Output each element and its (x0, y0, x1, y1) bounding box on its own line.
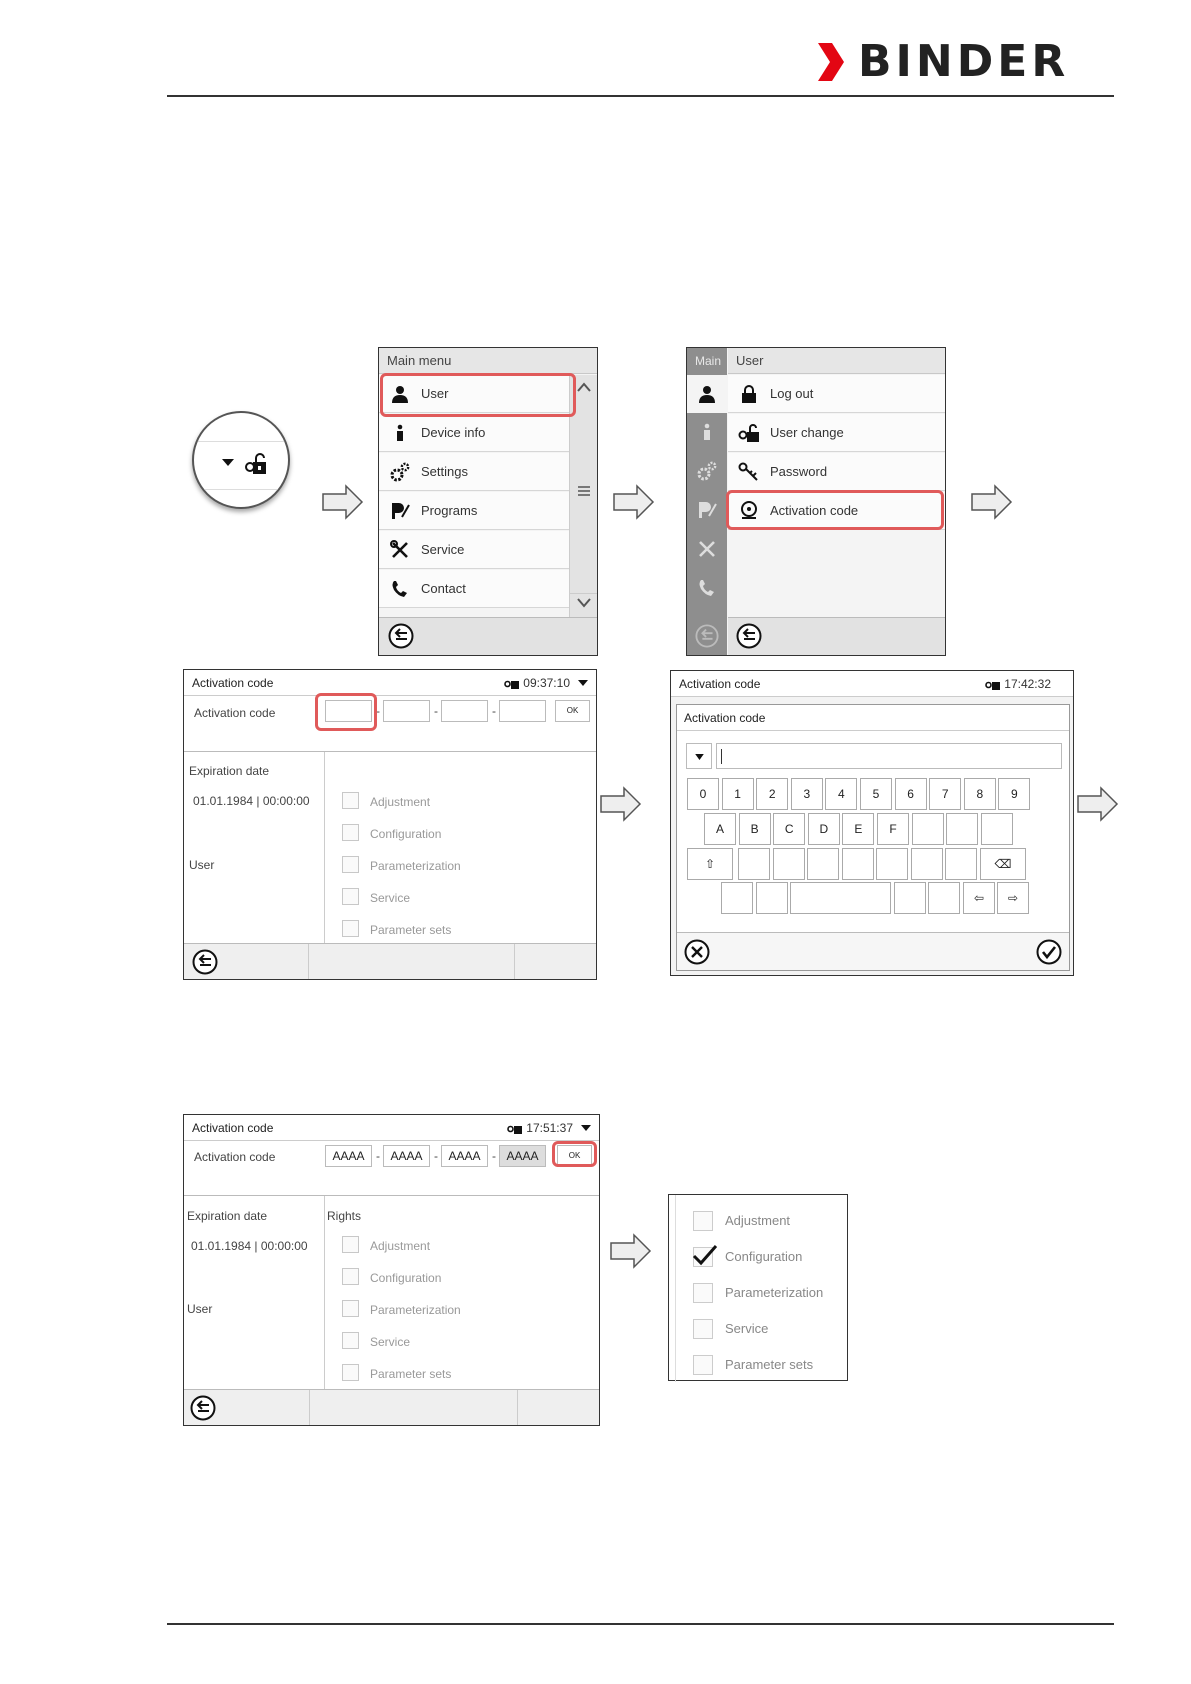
screen-title: Activation code (184, 1115, 599, 1141)
code-field-2[interactable] (383, 700, 430, 722)
code-separator: - (492, 704, 496, 718)
cursor-right-key[interactable]: ⇨ (997, 882, 1029, 914)
back-icon[interactable] (388, 623, 414, 649)
code-field-2[interactable]: AAAA (383, 1145, 430, 1167)
key-5[interactable]: 5 (860, 778, 892, 810)
code-input[interactable] (716, 743, 1062, 769)
key-3[interactable]: 3 (791, 778, 823, 810)
right-label: Service (370, 891, 411, 905)
menu-item-label: Log out (770, 386, 814, 401)
blank-key[interactable] (981, 813, 1013, 845)
right-label: Configuration (370, 827, 442, 841)
blank-key[interactable] (894, 882, 926, 914)
screen-title: Activation code (184, 670, 596, 696)
binder-logo (818, 36, 1070, 87)
right-checkbox (342, 920, 359, 937)
arrow-right-icon (1077, 786, 1119, 822)
programs-icon[interactable] (697, 500, 717, 520)
gear-icon[interactable] (697, 461, 717, 481)
highlight-ok-button (552, 1141, 597, 1167)
code-field-4[interactable]: AAAA (499, 1145, 546, 1167)
user-label: User (187, 1302, 213, 1316)
checkmark-icon (692, 1244, 718, 1266)
code-field-4[interactable] (499, 700, 546, 722)
blank-key[interactable] (807, 848, 839, 880)
keyboard-dialog (676, 704, 1070, 971)
menu-item-device-info[interactable] (379, 414, 569, 452)
menu-item-service[interactable] (379, 531, 569, 569)
blank-key[interactable] (756, 882, 788, 914)
expiration-label: Expiration date (187, 1209, 268, 1223)
key-0[interactable]: 0 (687, 778, 719, 810)
right-checkbox (342, 1268, 359, 1285)
blank-key[interactable] (928, 882, 960, 914)
scroll-handle-icon[interactable] (577, 485, 591, 497)
right-checkbox (342, 1332, 359, 1349)
info-icon[interactable] (698, 422, 716, 442)
password-icon (738, 461, 760, 483)
code-separator: - (376, 704, 380, 718)
binder-logo-text: BINDER (858, 36, 1070, 87)
screen-footer (184, 943, 596, 979)
right-checkbox (342, 824, 359, 841)
key-a[interactable]: A (704, 813, 736, 845)
key-f[interactable]: F (877, 813, 909, 845)
back-icon (695, 624, 719, 648)
rights-label: Rights (327, 1209, 362, 1223)
back-icon[interactable] (190, 1395, 216, 1421)
menu-item-label: Programs (421, 503, 478, 518)
code-label: Activation code (194, 706, 276, 720)
rights-result-panel (668, 1194, 848, 1381)
menu-item-programs[interactable] (379, 492, 569, 530)
user-lock-magnifier[interactable] (192, 411, 290, 509)
clock-time: 09:37:10 (523, 676, 570, 690)
menu-item-label: Device info (421, 425, 486, 440)
blank-key[interactable] (773, 848, 805, 880)
code-field-3[interactable] (441, 700, 488, 722)
key-c[interactable]: C (773, 813, 805, 845)
menu-item-contact[interactable] (379, 570, 569, 608)
menu-item-settings[interactable] (379, 453, 569, 491)
key-e[interactable]: E (842, 813, 874, 845)
code-label: Activation code (194, 1150, 276, 1164)
confirm-icon[interactable] (1036, 939, 1062, 965)
blank-key[interactable] (946, 813, 978, 845)
menu-item-label: User change (770, 425, 844, 440)
lock-icon (738, 383, 760, 405)
code-field-3[interactable]: AAAA (441, 1145, 488, 1167)
arrow-right-icon (613, 484, 655, 520)
code-separator: - (434, 704, 438, 718)
right-checkbox[interactable] (693, 1211, 713, 1231)
key-b[interactable]: B (739, 813, 771, 845)
text-cursor (721, 749, 722, 764)
highlight-code-field (315, 693, 377, 731)
cancel-icon[interactable] (684, 939, 710, 965)
menu-item-label: Settings (421, 464, 468, 479)
menu-item-label: Password (770, 464, 828, 479)
sidebar-user[interactable] (687, 375, 727, 413)
screen-title: Activation code (671, 671, 1073, 697)
menu-item-label: Service (421, 542, 465, 557)
right-label: Adjustment (370, 795, 431, 809)
right-label: Parameterization (370, 859, 461, 873)
user-menu-title: User (728, 348, 945, 374)
right-label: Adjustment (725, 1213, 791, 1228)
backspace-key[interactable]: ⌫ (980, 848, 1026, 880)
menu-footer (379, 617, 597, 655)
lock-dropdown-icon (220, 453, 270, 477)
screen-clock (504, 670, 588, 696)
arrow-right-icon (600, 786, 642, 822)
right-checkbox[interactable] (693, 1247, 713, 1267)
menu-item-password[interactable] (728, 453, 946, 491)
shift-key[interactable]: ⇧ (687, 848, 733, 880)
arrow-right-icon (610, 1233, 652, 1269)
info-icon (389, 422, 411, 444)
back-icon[interactable] (192, 949, 218, 975)
blank-key[interactable] (876, 848, 908, 880)
right-checkbox (342, 856, 359, 873)
main-menu-title: Main menu (379, 348, 597, 374)
cursor-left-key[interactable]: ⇦ (963, 882, 995, 914)
key-6[interactable]: 6 (895, 778, 927, 810)
key-7[interactable]: 7 (929, 778, 961, 810)
tools-icon (389, 539, 411, 561)
right-checkbox (342, 792, 359, 809)
key-2[interactable]: 2 (756, 778, 788, 810)
dropdown-caret-icon[interactable] (578, 679, 588, 687)
highlight-user (380, 373, 576, 417)
blank-key[interactable] (945, 848, 977, 880)
menu-item-label: Contact (421, 581, 466, 596)
key-9[interactable]: 9 (998, 778, 1030, 810)
right-label: Service (725, 1321, 769, 1336)
right-label: Parameter sets (370, 1367, 452, 1381)
keyboard-screen (670, 670, 1074, 976)
right-label: Adjustment (370, 1239, 431, 1253)
blank-key[interactable] (842, 848, 874, 880)
right-label: Configuration (725, 1249, 803, 1264)
right-label: Configuration (370, 1271, 442, 1285)
header-rule (167, 95, 1114, 97)
activation-code-screen-1 (183, 669, 597, 980)
arrow-right-icon (322, 484, 364, 520)
menu-footer (728, 617, 945, 655)
main-sidebar (687, 348, 727, 656)
right-label: Parameterization (370, 1303, 461, 1317)
code-field-1[interactable]: AAAA (325, 1145, 372, 1167)
space-key[interactable] (790, 882, 891, 914)
phone-icon (389, 578, 411, 600)
chevron-down-icon[interactable] (576, 597, 592, 609)
right-checkbox[interactable] (693, 1355, 713, 1375)
ok-button[interactable]: OK (555, 700, 590, 722)
screen-clock (507, 1115, 591, 1141)
right-label: Service (370, 1335, 411, 1349)
dropdown-caret-icon (695, 754, 704, 760)
code-separator: - (434, 1149, 438, 1163)
dropdown-caret-icon[interactable] (581, 1124, 591, 1132)
blank-key[interactable] (912, 813, 944, 845)
binder-logo-icon (818, 43, 844, 81)
key-1[interactable]: 1 (722, 778, 754, 810)
user-icon (698, 385, 716, 403)
back-icon[interactable] (736, 623, 762, 649)
chevron-up-icon[interactable] (576, 381, 592, 393)
key-4[interactable]: 4 (825, 778, 857, 810)
activation-code-screen-2 (183, 1114, 600, 1426)
dialog-title: Activation code (677, 705, 1069, 731)
right-label: Parameter sets (370, 923, 452, 937)
blank-key[interactable] (911, 848, 943, 880)
right-checkbox[interactable] (693, 1283, 713, 1303)
blank-key[interactable] (738, 848, 770, 880)
menu-item-user-change[interactable] (728, 414, 946, 452)
menu-item-label: Activation code (770, 503, 859, 518)
key-d[interactable]: D (808, 813, 840, 845)
expiration-value: 01.01.1984 | 00:00:00 (191, 1239, 308, 1253)
user-change-icon (738, 422, 760, 444)
clock-time: 17:51:37 (526, 1121, 573, 1135)
user-lock-icon (507, 1122, 523, 1134)
dialog-footer (677, 932, 1069, 970)
blank-key[interactable] (721, 882, 753, 914)
arrow-right-icon (971, 484, 1013, 520)
right-label: Parameterization (725, 1285, 824, 1300)
programs-icon (389, 500, 411, 522)
highlight-activation-code (726, 490, 944, 530)
expiration-label: Expiration date (189, 764, 270, 778)
menu-item-label: User (421, 386, 449, 401)
code-separator: - (376, 1149, 380, 1163)
user-lock-icon (985, 678, 1001, 690)
clock-time: 17:42:32 (1004, 677, 1051, 691)
user-lock-icon (504, 677, 520, 689)
menu-item-log-out[interactable] (728, 375, 946, 413)
sidebar-title: Main (695, 354, 722, 368)
screen-clock (985, 671, 1051, 697)
key-8[interactable]: 8 (964, 778, 996, 810)
right-checkbox (342, 888, 359, 905)
right-label: Parameter sets (725, 1357, 814, 1372)
right-checkbox[interactable] (693, 1319, 713, 1339)
footer-rule (167, 1623, 1114, 1625)
ok-button[interactable]: OK (557, 1145, 592, 1167)
tools-icon[interactable] (697, 539, 717, 559)
expiration-value: 01.01.1984 | 00:00:00 (193, 794, 310, 808)
screen-footer (184, 1389, 599, 1425)
gear-icon (389, 461, 411, 483)
right-checkbox (342, 1236, 359, 1253)
right-checkbox (342, 1364, 359, 1381)
user-label: User (189, 858, 215, 872)
history-dropdown[interactable] (686, 743, 712, 769)
phone-icon[interactable] (697, 578, 717, 598)
code-separator: - (492, 1149, 496, 1163)
right-checkbox (342, 1300, 359, 1317)
